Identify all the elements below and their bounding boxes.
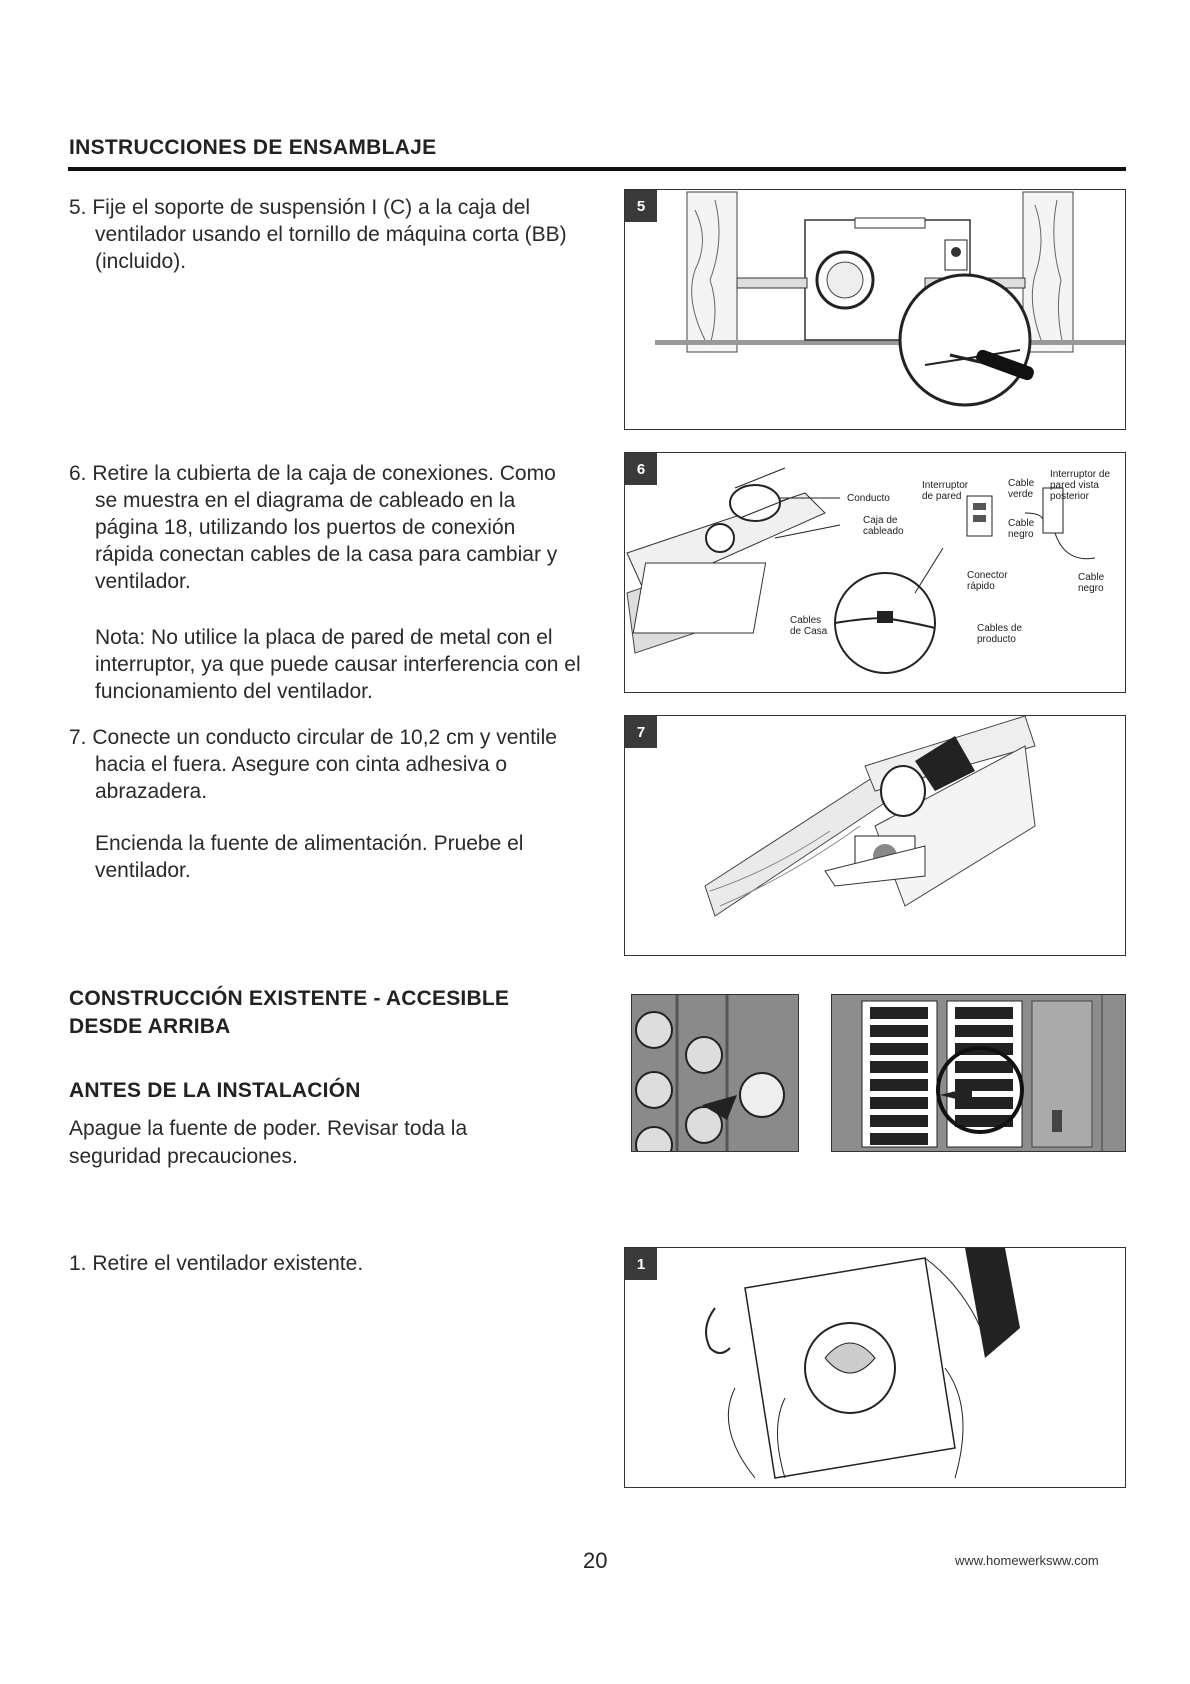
figure-breaker-panel	[831, 994, 1126, 1152]
step-1-text: 1. Retire el ventilador existente.	[69, 1252, 364, 1275]
label-cable-negro-b-2: negro	[1078, 583, 1104, 594]
label-interruptor-vista-2: pared vista	[1050, 480, 1099, 491]
figure-1-number: 1	[625, 1248, 657, 1280]
section-title: INSTRUCCIONES DE ENSAMBLAJE	[69, 136, 437, 159]
figure-1	[624, 1247, 1126, 1488]
step-6-note: Nota: No utilice la placa de pared de metal con el interruptor, ya que puede causar interferencia con el funcionamiento del ventilador.	[95, 626, 581, 703]
before-install-text: Apague la fuente de poder. Revisar toda la seguridad precauciones.	[69, 1117, 468, 1168]
figure-breaker-lights	[631, 994, 799, 1152]
figure-1-illustration	[625, 1248, 1126, 1488]
website-url: www.homewerksww.com	[955, 1553, 1099, 1568]
label-conector-2: rápido	[967, 581, 995, 592]
step-5	[69, 194, 569, 275]
label-cable-negro-b: Cable	[1078, 572, 1105, 583]
label-interruptor: Interruptor	[922, 480, 969, 491]
step-1	[69, 1250, 569, 1277]
label-cable-negro-a: Cable	[1008, 518, 1035, 529]
label-cable-negro-a-2: negro	[1008, 529, 1034, 540]
figure-6-number: 6	[625, 453, 657, 485]
label-cables-casa: Cables	[790, 615, 822, 626]
step-5-text: 5. Fije el soporte de suspensión I (C) a la caja del ventilador usando el tornillo de máquina corta (BB) (incluido).	[69, 196, 567, 273]
figure-5-number: 5	[625, 190, 657, 222]
recessed-lights-illustration	[632, 995, 799, 1152]
figure-5-illustration	[625, 190, 1126, 430]
header-divider	[68, 167, 1126, 171]
step-6	[69, 460, 569, 595]
figure-7-number: 7	[625, 716, 657, 748]
label-interruptor-vista: Interruptor de	[1050, 469, 1111, 480]
label-interruptor-vista-3: posterior	[1050, 491, 1089, 502]
label-cables-producto-2: producto	[977, 634, 1016, 645]
step-7-note: Encienda la fuente de alimentación. Pruebe el ventilador.	[95, 832, 524, 882]
label-cables-producto: Cables de	[977, 623, 1023, 634]
step-6-text: 6. Retire la cubierta de la caja de conexiones. Como se muestra en el diagrama de cableado en la página 18, utilizando los puertos de conexión rápida conectan cables de la casa para cambiar y ventilador.	[69, 462, 558, 593]
label-conector: Conector	[967, 570, 1008, 581]
step-7-text: 7. Conecte un conducto circular de 10,2 cm y ventile hacia el fuera. Asegure con cinta adhesiva o abrazadera.	[69, 726, 557, 803]
figure-7	[624, 715, 1126, 956]
label-caja: Caja de	[863, 515, 898, 526]
figure-6-illustration	[625, 453, 1126, 693]
figure-7-illustration	[625, 716, 1126, 956]
label-cable-verde-2: verde	[1008, 489, 1034, 500]
page-number: 20	[583, 1548, 608, 1573]
figure-6	[624, 452, 1126, 693]
step-7	[69, 724, 569, 805]
label-cables-casa-2: de Casa	[790, 626, 828, 637]
before-install-title: ANTES DE LA INSTALACIÓN	[69, 1079, 361, 1102]
breaker-panel-illustration	[832, 995, 1126, 1152]
figure-5	[624, 189, 1126, 430]
label-conducto: Conducto	[847, 493, 890, 504]
label-caja-2: cableado	[863, 526, 904, 537]
label-interruptor-2: de pared	[922, 491, 962, 502]
existing-construction-title: CONSTRUCCIÓN EXISTENTE - ACCESIBLE DESDE ARRIBA	[69, 987, 510, 1038]
label-cable-verde: Cable	[1008, 478, 1035, 489]
